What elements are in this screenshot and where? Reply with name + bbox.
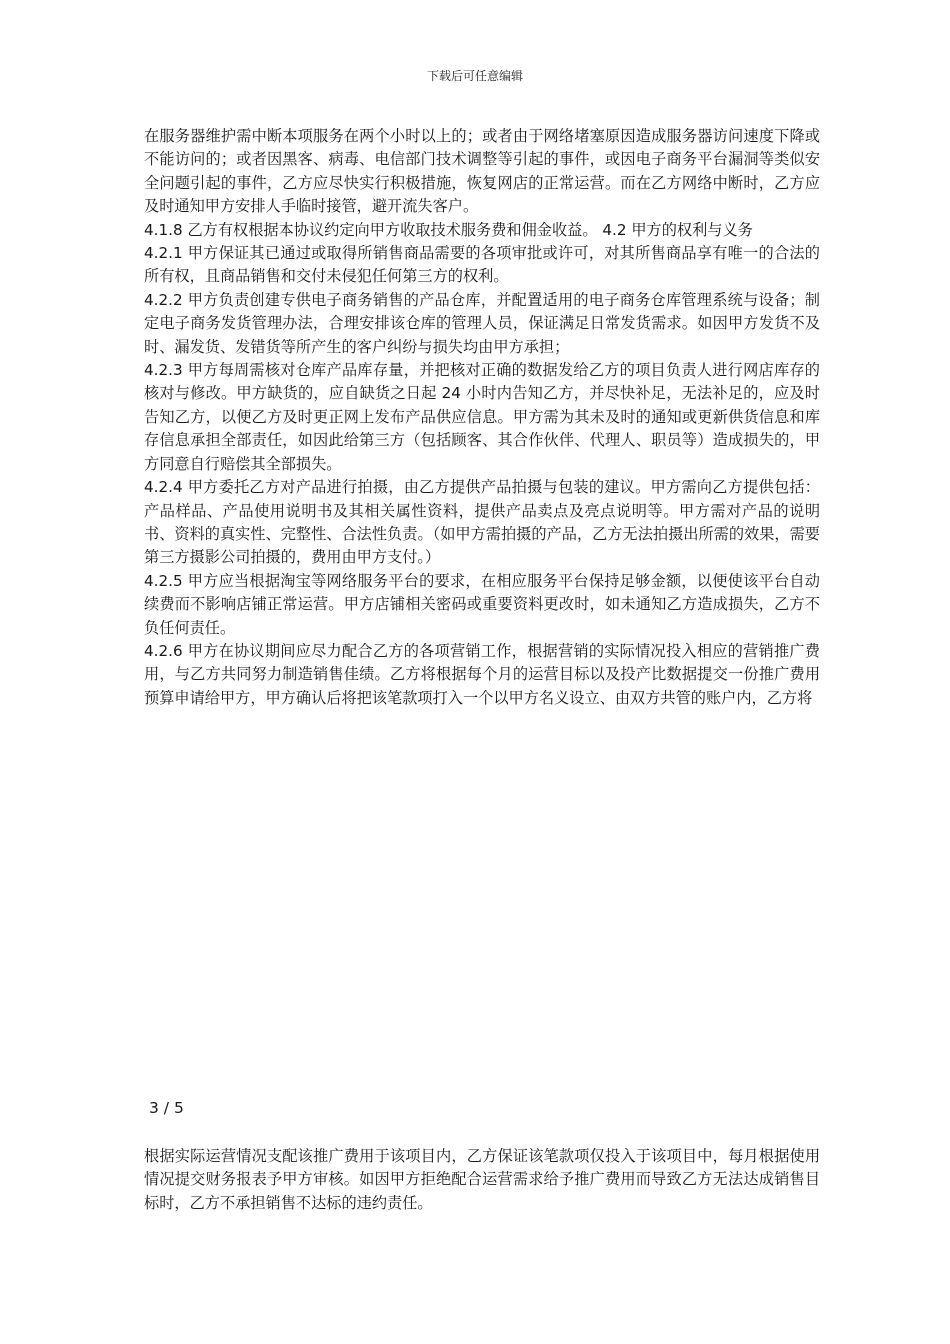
paragraph-4-2-4: 4.2.4 甲方委托乙方对产品进行拍摄，由乙方提供产品拍摄与包装的建议。甲方需向乙方提供包括：产品样品、产品使用说明书及其相关属性资料，提供产品卖点及亮点说明等。甲方需对产品的说明书、资料的真实性、完整性、合法性负责。（如甲方需拍摄的产品，乙方无法拍摄出所需的效果，需要第三方摄影公司拍摄的，费用由甲方支付。） bbox=[144, 478, 820, 567]
paragraph-4-2-2: 4.2.2 甲方负责创建专供电子商务销售的产品仓库，并配置适用的电子商务仓库管理系统与设备；制定电子商务发货管理办法，合理安排该仓库的管理人员，保证满足日常发货需求。如因甲方发货不及时、漏发货、发错货等所产生的客户纠纷与损失均由甲方承担； bbox=[144, 290, 820, 356]
paragraph-4-1-8: 4.1.8 乙方有权根据本协议约定向甲方收取技术服务费和佣金收益。 4.2 甲方的权利与义务 bbox=[144, 220, 753, 239]
paragraph-server-maintenance: 在服务器维护需中断本项服务在两个小时以上的；或者由于网络堵塞原因造成服务器访问速度下降或不能访问的；或者因黑客、病毒、电信部门技术调整等引起的事件，或因电子商务平台漏洞等类似安全问题引起的事件，乙方应尽快实行积极措施，恢复网店的正常运营。而在乙方网络中断时，乙方应及时通知甲方安排人手临时接管，避开流失客户。 bbox=[144, 127, 820, 216]
paragraph-continuation: 根据实际运营情况支配该推广费用于该项目内，乙方保证该笔款项仅投入于该项目中，每月根据使用情况提交财务报表予甲方审核。如因甲方拒绝配合运营需求给予推广费用而导致乙方无法达成销售目标时，乙方不承担销售不达标的违约责任。 bbox=[144, 1147, 820, 1212]
paragraph-4-2-1: 4.2.1 甲方保证其已通过或取得所销售商品需要的各项审批或许可，对其所售商品享有唯一的合法的所有权，且商品销售和交付未侵犯任何第三方的权利。 bbox=[144, 244, 820, 286]
document-body-page-3 bbox=[144, 125, 820, 710]
paragraph-4-2-5: 4.2.5 甲方应当根据淘宝等网络服务平台的要求，在相应服务平台保持足够金额，以便使该平台自动续费而不影响店铺正常运营。甲方店铺相关密码或重要资料更改时，如未通知乙方造成损失，乙方不负任何责任。 bbox=[144, 571, 820, 637]
paragraph-4-2-3: 4.2.3 甲方每周需核对仓库产品库存量，并把核对正确的数据发给乙方的项目负责人进行网店库存的核对与修改。甲方缺货的，应自缺货之日起 24 小时内告知乙方，并尽快补足，无法补足的，应及时告知乙方，以便乙方及时更正网上发布产品供应信息。甲方需为其未及时的通知或更新供货信息和库存信息承担全部责任，如因此给第三方（包括顾客、其合作伙伴、代理人、职员等）造成损失的，甲方同意自行赔偿其全部损失。 bbox=[144, 361, 820, 473]
page-header: 下载后可任意编辑 bbox=[426, 69, 523, 83]
paragraph-4-2-6: 4.2.6 甲方在协议期间应尽力配合乙方的各项营销工作，根据营销的实际情况投入相应的营销推广费用，与乙方共同努力制造销售佳绩。乙方将根据每个月的运营目标以及投产比数据提交一份推广费用预算申请给甲方，甲方确认后将把该笔款项打入一个以甲方名义设立、由双方共管的账户内，乙方将 bbox=[144, 641, 820, 707]
page-number: 3 / 5 bbox=[149, 1099, 184, 1117]
document-body-page-4 bbox=[144, 1145, 820, 1215]
